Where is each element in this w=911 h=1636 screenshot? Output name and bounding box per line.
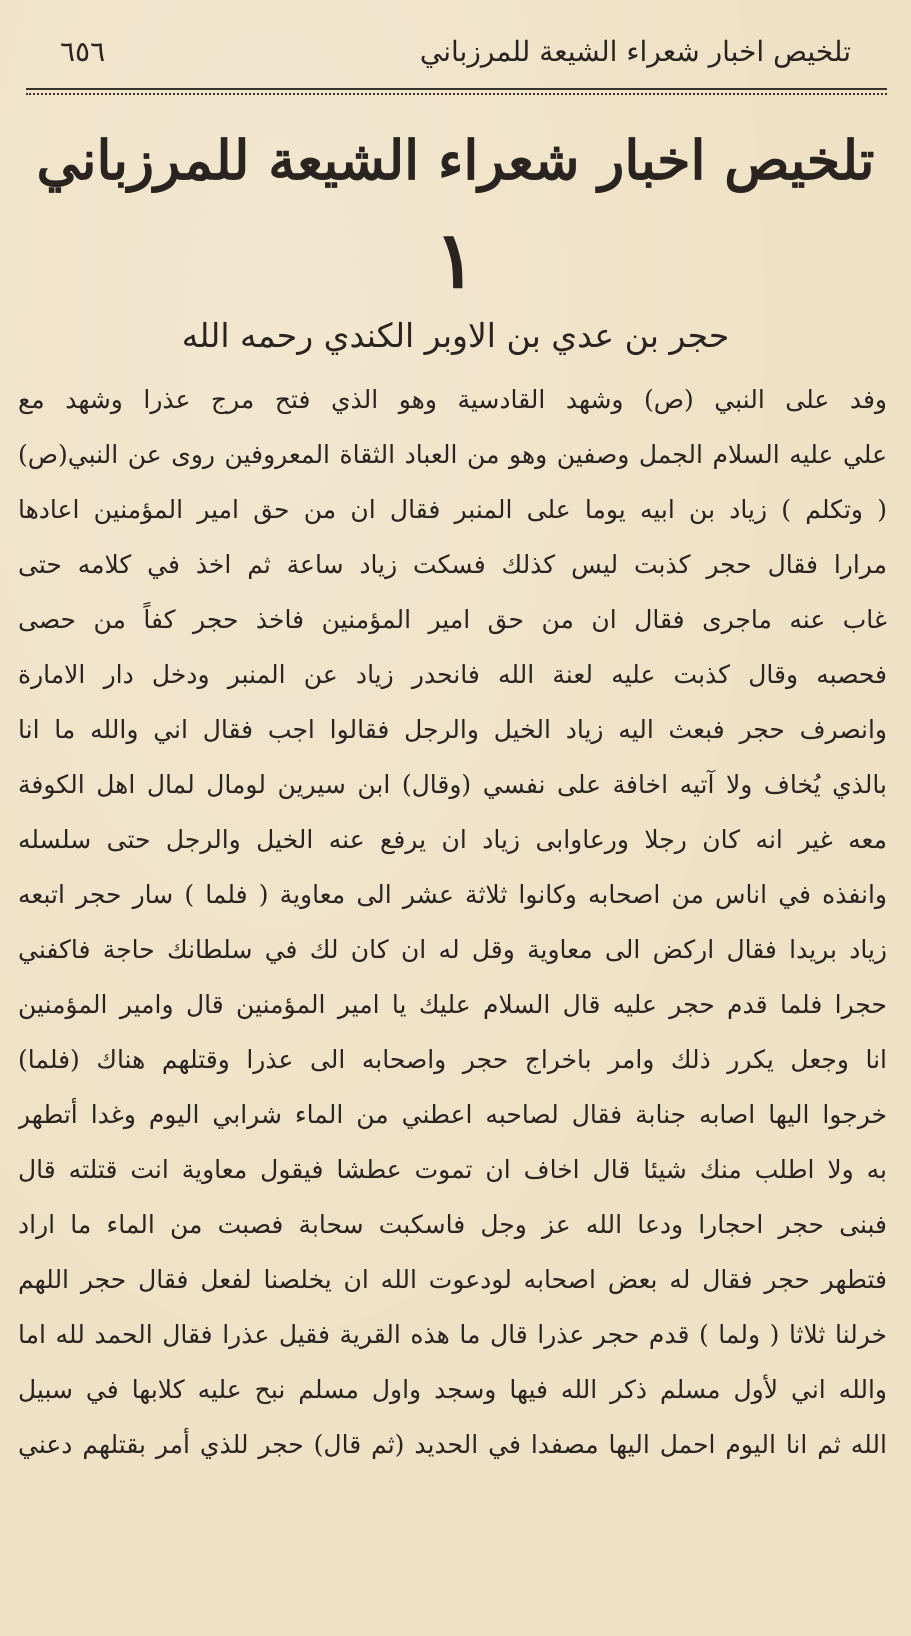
entry-heading: حجر بن عدي بن الاوبر الكندي رحمه الله bbox=[181, 316, 730, 355]
body-line: علي عليه السلام الجمل وصفين وهو من العباد الثقاة المعروفين روى عن النبي(ص) bbox=[18, 440, 887, 469]
body-line: غاب عنه ماجرى فقال ان من حق امير المؤمنين فاخذ حجر كفاً من حصى bbox=[18, 605, 887, 634]
body-line: وانصرف حجر فبعث اليه زياد الخيل والرجل فقالوا اجب فقال اني والله ما انا bbox=[18, 715, 887, 744]
section-number: ١ bbox=[434, 215, 477, 306]
body-line: حجرا فلما قدم حجر عليه قال السلام عليك يا امير المؤمنين قال وامير المؤمنين bbox=[18, 990, 887, 1019]
main-title: تلخيص اخبار شعراء الشيعة للمرزباني bbox=[36, 128, 875, 192]
body-line: مرارا فقال حجر كذبت ليس كذلك فسكت زياد ساعة ثم اخذ في كلامه حتى bbox=[18, 550, 887, 579]
body-line: فتطهر حجر فقال له بعض اصحابه لودعوت الله ان يخلصنا لفعل فقال حجر اللهم bbox=[18, 1265, 887, 1294]
body-line: خرجوا اليها اصابه جنابة فقال لصاحبه اعطني من الماء شرابي اليوم وغدا أتطهر bbox=[18, 1100, 887, 1129]
body-line: خرلنا ثلاثا ( ولما ) قدم حجر عذرا قال ما هذه القرية فقيل عذرا فقال الحمد لله اما bbox=[18, 1320, 887, 1349]
body-line: به ولا اطلب منك شيئا قال اخاف ان تموت عطشا فيقول معاوية انت قتلته قال bbox=[18, 1155, 887, 1184]
body-line: فحصبه وقال كذبت عليه لعنة الله فانحدر زياد عن المنبر ودخل دار الامارة bbox=[18, 660, 887, 689]
body-line: معه غير انه كان رجلا ورعاوابى زياد ان يرفع عنه الخيل والرجل حتى سلسله bbox=[18, 825, 887, 854]
body-line: وانفذه في اناس من اصحابه وكانوا ثلاثة عشر الى معاوية ( فلما ) سار حجر اتبعه bbox=[18, 880, 887, 909]
body-text bbox=[18, 372, 887, 1472]
body-line: والله اني لأول مسلم ذكر الله فيها وسجد واول مسلم نبح عليه كلابها في سبيل bbox=[18, 1375, 887, 1404]
body-line: انا وجعل يكرر ذلك وامر باخراج حجر واصحابه الى عذرا وقتلهم هناك (فلما) bbox=[18, 1045, 887, 1074]
body-line: بالذي يُخاف ولا آتيه اخافة على نفسي (وقال) ابن سيرين لومال لمال اهل الكوفة bbox=[18, 770, 887, 799]
page-number: ٦٥٦ bbox=[60, 34, 106, 68]
body-line: وفد على النبي (ص) وشهد القادسية وهو الذي فتح مرج عذرا وشهد مع bbox=[18, 385, 887, 414]
running-header bbox=[60, 28, 851, 74]
body-line: الله ثم انا اليوم احمل اليها مصفدا في الحديد (ثم قال) حجر للذي أمر بقتلهم دعني bbox=[18, 1430, 887, 1459]
body-line: زياد بريدا فقال اركض الى معاوية وقل له ان كان لك في سلطانك حاجة فاكفني bbox=[18, 935, 887, 964]
body-line: فبنى حجر احجارا ودعا الله عز وجل فاسكبت سحابة فصبت من الماء ما اراد bbox=[18, 1210, 887, 1239]
header-rule bbox=[26, 88, 887, 100]
running-title: تلخيص اخبار شعراء الشيعة للمرزباني bbox=[419, 34, 851, 68]
body-line: ( وتكلم ) زياد بن ابيه يوما على المنبر فقال ان من حق امير المؤمنين اعادها bbox=[18, 495, 887, 524]
